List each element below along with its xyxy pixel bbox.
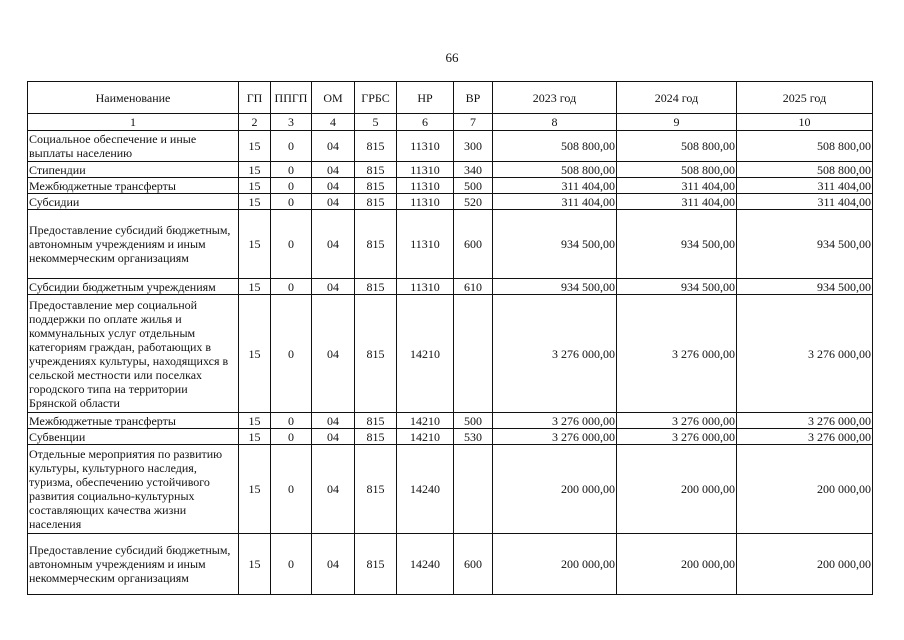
header-2025: 2025 год — [737, 82, 873, 114]
cell-om: 04 — [312, 194, 355, 210]
cell-vr — [454, 295, 493, 413]
cell-2025: 934 500,00 — [737, 210, 873, 279]
cell-2023: 508 800,00 — [493, 162, 617, 178]
cell-vr: 500 — [454, 413, 493, 429]
cell-nr: 11310 — [397, 162, 454, 178]
header-ppgp: ППГП — [271, 82, 312, 114]
cell-2024: 200 000,00 — [617, 534, 737, 595]
cell-2024: 311 404,00 — [617, 194, 737, 210]
cell-2025: 3 276 000,00 — [737, 429, 873, 445]
header-vr: ВР — [454, 82, 493, 114]
table-row — [28, 178, 873, 194]
column-index: 2 — [239, 114, 271, 131]
cell-2024: 3 276 000,00 — [617, 413, 737, 429]
table-row — [28, 210, 873, 279]
cell-ppgp: 0 — [271, 295, 312, 413]
cell-om: 04 — [312, 429, 355, 445]
cell-gp: 15 — [239, 429, 271, 445]
cell-grbs: 815 — [355, 210, 397, 279]
cell-2025: 3 276 000,00 — [737, 413, 873, 429]
cell-2023: 3 276 000,00 — [493, 295, 617, 413]
cell-nr: 14210 — [397, 413, 454, 429]
column-index: 9 — [617, 114, 737, 131]
cell-grbs: 815 — [355, 178, 397, 194]
cell-2023: 3 276 000,00 — [493, 429, 617, 445]
header-grbs: ГРБС — [355, 82, 397, 114]
cell-2024: 3 276 000,00 — [617, 295, 737, 413]
column-index: 10 — [737, 114, 873, 131]
cell-gp: 15 — [239, 413, 271, 429]
cell-name: Предоставление субсидий бюджетным, автономным учреждениям и иным некоммерческим организациям — [28, 210, 239, 279]
cell-gp: 15 — [239, 194, 271, 210]
cell-om: 04 — [312, 279, 355, 295]
cell-2023: 934 500,00 — [493, 279, 617, 295]
column-index: 8 — [493, 114, 617, 131]
cell-name: Межбюджетные трансферты — [28, 413, 239, 429]
cell-gp: 15 — [239, 445, 271, 534]
cell-om: 04 — [312, 178, 355, 194]
cell-gp: 15 — [239, 131, 271, 162]
cell-vr: 520 — [454, 194, 493, 210]
cell-vr: 340 — [454, 162, 493, 178]
cell-2025: 508 800,00 — [737, 131, 873, 162]
cell-gp: 15 — [239, 279, 271, 295]
cell-name: Субвенции — [28, 429, 239, 445]
column-index-row — [28, 114, 873, 131]
table-row — [28, 279, 873, 295]
cell-name: Субсидии бюджетным учреждениям — [28, 279, 239, 295]
header-name: Наименование — [28, 82, 239, 114]
header-row — [28, 82, 873, 114]
cell-name: Субсидии — [28, 194, 239, 210]
cell-nr: 14210 — [397, 429, 454, 445]
cell-gp: 15 — [239, 534, 271, 595]
cell-nr: 14210 — [397, 295, 454, 413]
table-row — [28, 131, 873, 162]
cell-grbs: 815 — [355, 295, 397, 413]
cell-vr: 600 — [454, 210, 493, 279]
cell-2024: 508 800,00 — [617, 131, 737, 162]
cell-gp: 15 — [239, 178, 271, 194]
cell-2025: 200 000,00 — [737, 534, 873, 595]
cell-grbs: 815 — [355, 162, 397, 178]
cell-2024: 200 000,00 — [617, 445, 737, 534]
cell-2024: 934 500,00 — [617, 279, 737, 295]
cell-om: 04 — [312, 295, 355, 413]
cell-nr: 11310 — [397, 194, 454, 210]
cell-grbs: 815 — [355, 279, 397, 295]
column-index: 1 — [28, 114, 239, 131]
column-index: 3 — [271, 114, 312, 131]
cell-grbs: 815 — [355, 534, 397, 595]
table-row — [28, 295, 873, 413]
cell-2024: 3 276 000,00 — [617, 429, 737, 445]
cell-name: Межбюджетные трансферты — [28, 178, 239, 194]
cell-2025: 508 800,00 — [737, 162, 873, 178]
cell-ppgp: 0 — [271, 210, 312, 279]
budget-table — [27, 81, 873, 595]
cell-2024: 934 500,00 — [617, 210, 737, 279]
cell-grbs: 815 — [355, 194, 397, 210]
cell-grbs: 815 — [355, 445, 397, 534]
cell-gp: 15 — [239, 210, 271, 279]
column-index: 5 — [355, 114, 397, 131]
cell-ppgp: 0 — [271, 178, 312, 194]
cell-nr: 11310 — [397, 279, 454, 295]
table-row — [28, 413, 873, 429]
column-index: 7 — [454, 114, 493, 131]
cell-ppgp: 0 — [271, 413, 312, 429]
header-2024: 2024 год — [617, 82, 737, 114]
cell-name: Стипендии — [28, 162, 239, 178]
cell-ppgp: 0 — [271, 162, 312, 178]
cell-2023: 3 276 000,00 — [493, 413, 617, 429]
cell-2025: 311 404,00 — [737, 178, 873, 194]
column-index: 4 — [312, 114, 355, 131]
cell-om: 04 — [312, 131, 355, 162]
cell-2023: 200 000,00 — [493, 445, 617, 534]
cell-name: Отдельные мероприятия по развитию культуры, культурного наследия, туризма, обеспечению устойчивого развития социально-культурных составляющих качества жизни населения — [28, 445, 239, 534]
cell-ppgp: 0 — [271, 534, 312, 595]
cell-name: Социальное обеспечение и иные выплаты населению — [28, 131, 239, 162]
cell-nr: 11310 — [397, 131, 454, 162]
table-row — [28, 162, 873, 178]
header-2023: 2023 год — [493, 82, 617, 114]
cell-vr: 530 — [454, 429, 493, 445]
cell-2025: 311 404,00 — [737, 194, 873, 210]
cell-om: 04 — [312, 413, 355, 429]
cell-2023: 508 800,00 — [493, 131, 617, 162]
cell-om: 04 — [312, 534, 355, 595]
cell-grbs: 815 — [355, 131, 397, 162]
cell-2023: 311 404,00 — [493, 194, 617, 210]
cell-grbs: 815 — [355, 413, 397, 429]
cell-2025: 200 000,00 — [737, 445, 873, 534]
cell-2023: 934 500,00 — [493, 210, 617, 279]
cell-om: 04 — [312, 162, 355, 178]
cell-nr: 14240 — [397, 534, 454, 595]
cell-name: Предоставление мер социальной поддержки по оплате жилья и коммунальных услуг отдельным категориям граждан, работающих в учреждениях культуры, находящихся в сельской местности или поселках городского типа на территории Брянской области — [28, 295, 239, 413]
cell-2023: 311 404,00 — [493, 178, 617, 194]
cell-om: 04 — [312, 445, 355, 534]
cell-2024: 311 404,00 — [617, 178, 737, 194]
cell-vr: 300 — [454, 131, 493, 162]
table-row — [28, 194, 873, 210]
cell-ppgp: 0 — [271, 279, 312, 295]
cell-nr: 11310 — [397, 178, 454, 194]
page-number: 66 — [445, 50, 459, 65]
cell-2025: 934 500,00 — [737, 279, 873, 295]
table-row — [28, 534, 873, 595]
cell-gp: 15 — [239, 295, 271, 413]
header-om: ОМ — [312, 82, 355, 114]
cell-vr: 600 — [454, 534, 493, 595]
cell-ppgp: 0 — [271, 445, 312, 534]
header-nr: НР — [397, 82, 454, 114]
cell-vr: 500 — [454, 178, 493, 194]
cell-2024: 508 800,00 — [617, 162, 737, 178]
cell-ppgp: 0 — [271, 131, 312, 162]
column-index: 6 — [397, 114, 454, 131]
cell-2025: 3 276 000,00 — [737, 295, 873, 413]
header-gp: ГП — [239, 82, 271, 114]
cell-grbs: 815 — [355, 429, 397, 445]
cell-gp: 15 — [239, 162, 271, 178]
cell-om: 04 — [312, 210, 355, 279]
cell-2023: 200 000,00 — [493, 534, 617, 595]
cell-name: Предоставление субсидий бюджетным, автономным учреждениям и иным некоммерческим организациям — [28, 534, 239, 595]
table-row — [28, 445, 873, 534]
cell-vr — [454, 445, 493, 534]
table-row — [28, 429, 873, 445]
cell-vr: 610 — [454, 279, 493, 295]
cell-ppgp: 0 — [271, 194, 312, 210]
cell-nr: 11310 — [397, 210, 454, 279]
cell-ppgp: 0 — [271, 429, 312, 445]
cell-nr: 14240 — [397, 445, 454, 534]
